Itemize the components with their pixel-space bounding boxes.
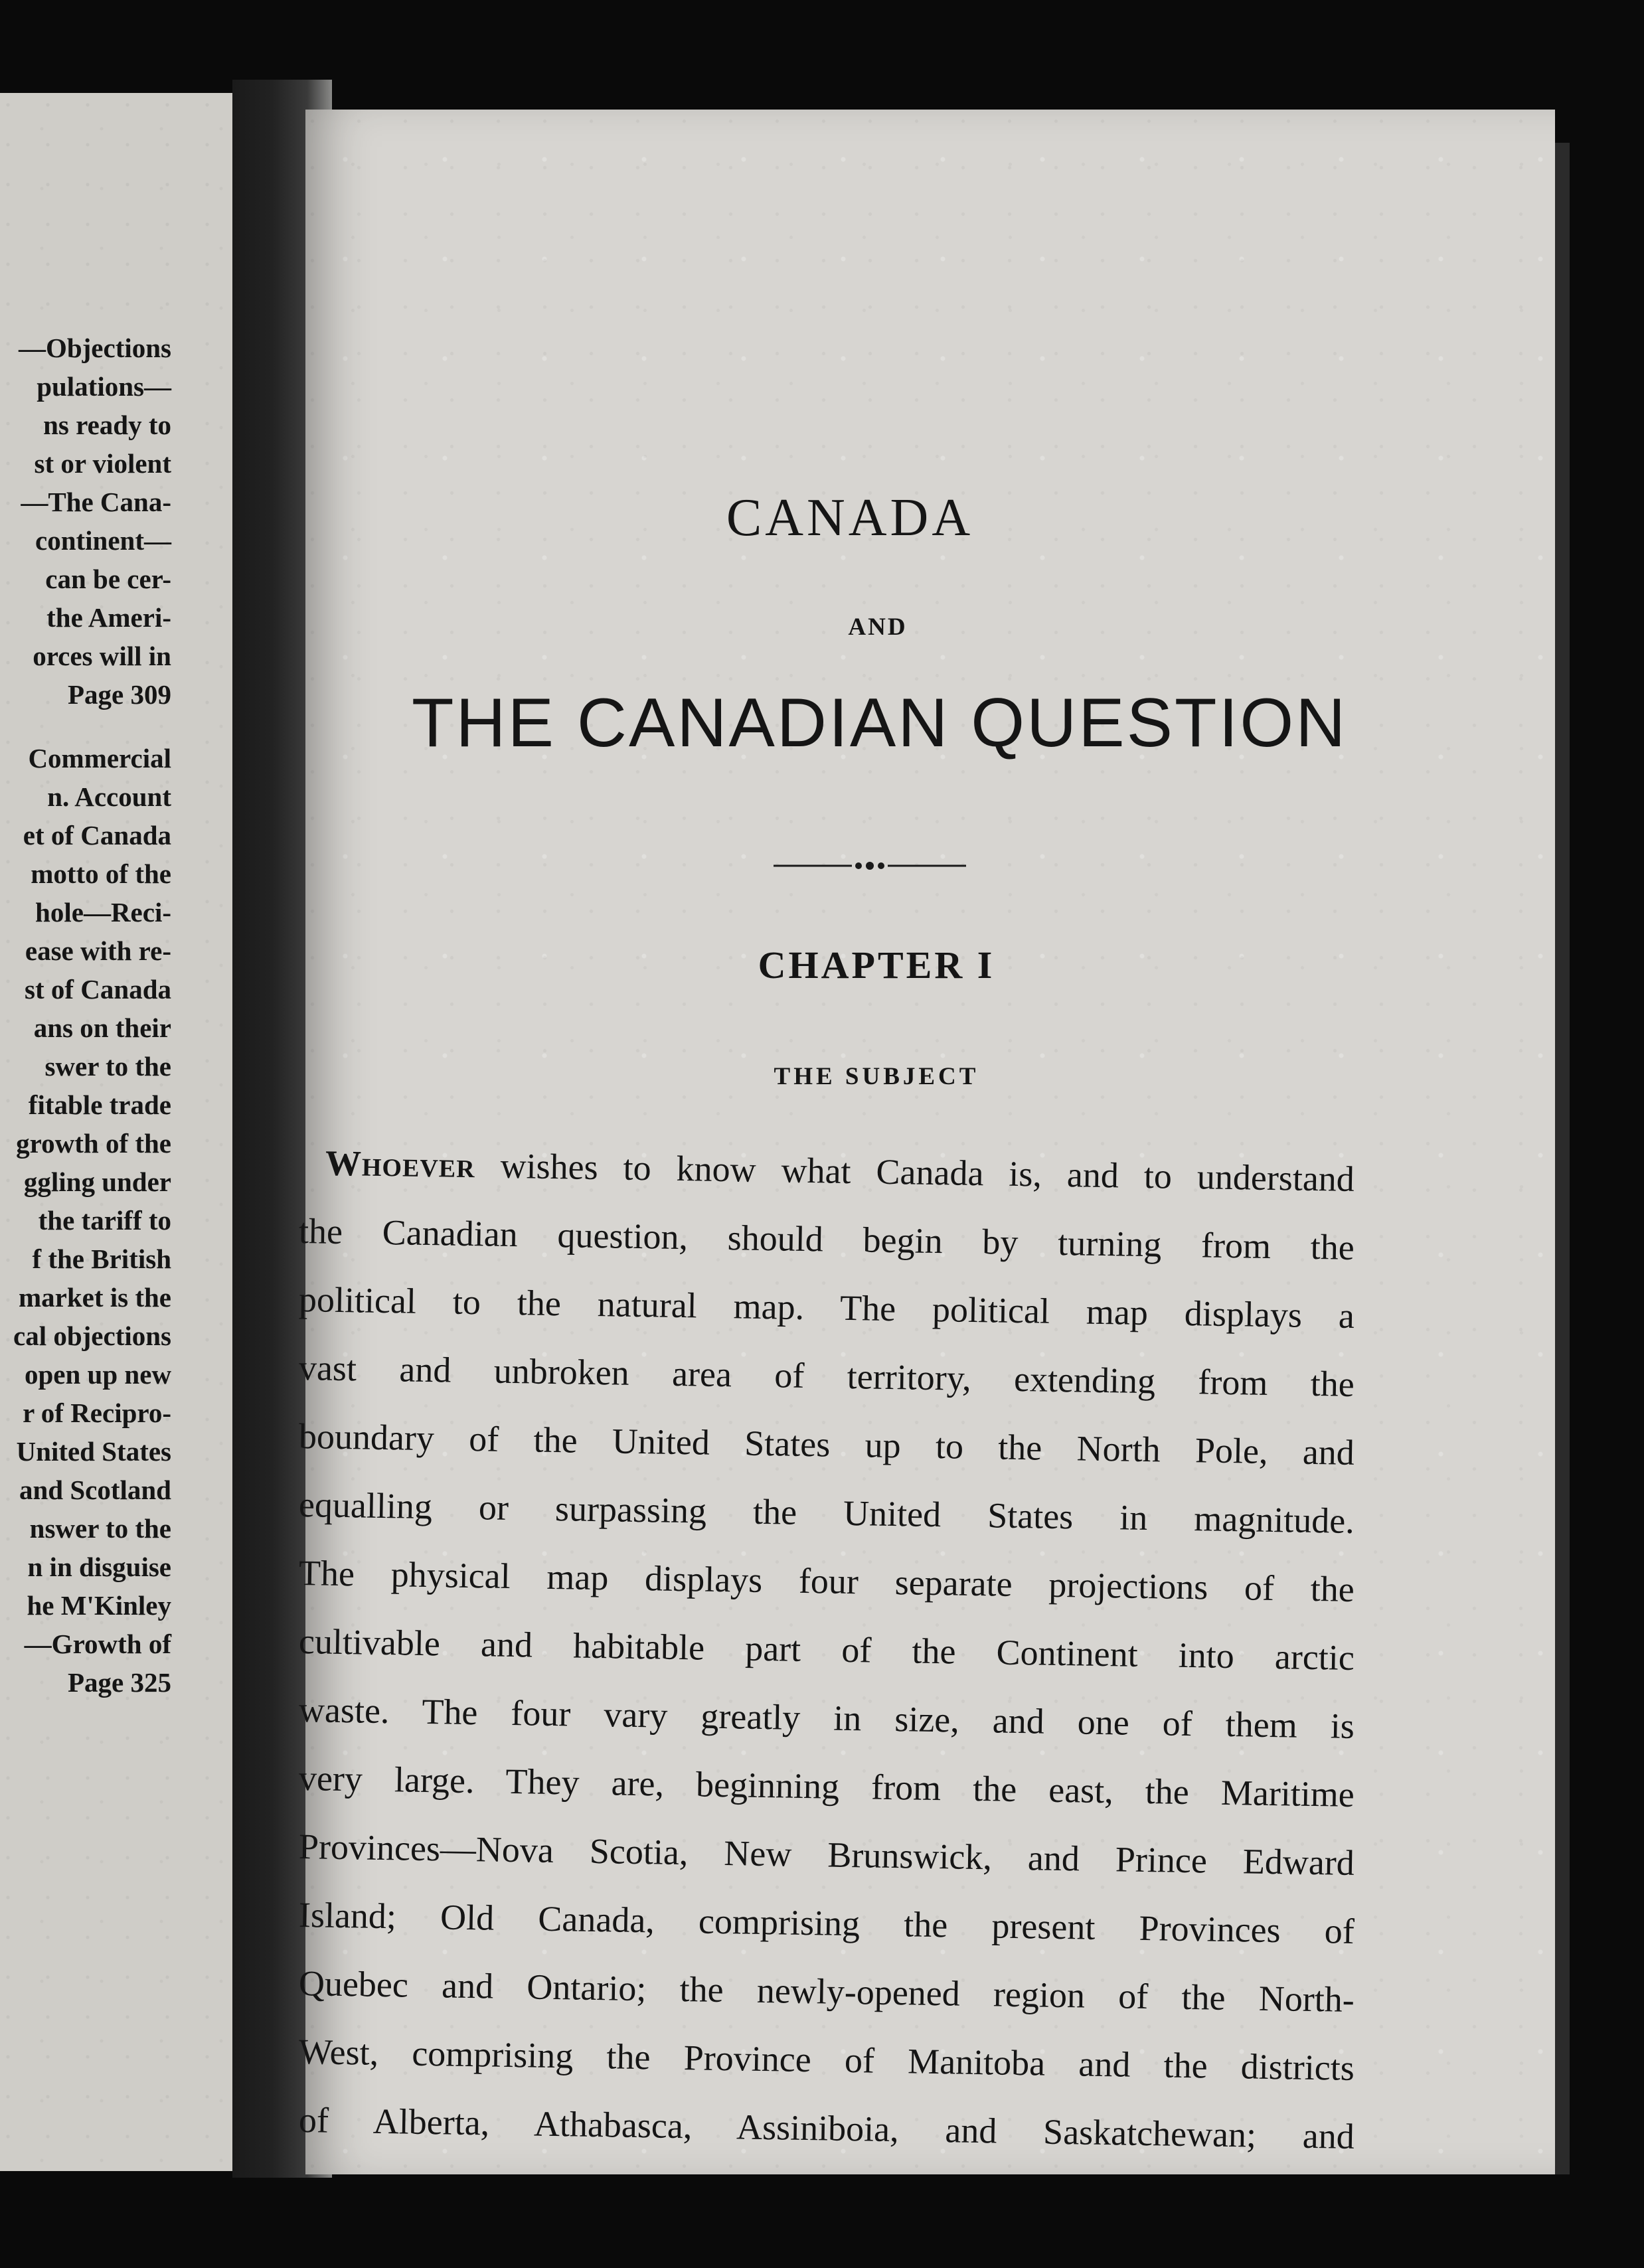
toc-line: st or violent <box>34 448 171 479</box>
toc-line: n. Account <box>47 781 171 812</box>
toc-line: —Growth of <box>24 1629 171 1659</box>
toc-line: swer to the <box>44 1051 171 1082</box>
toc-line: —The Cana- <box>21 487 171 517</box>
toc-line: fitable trade <box>28 1090 171 1120</box>
toc-line: nswer to the <box>29 1513 171 1544</box>
toc-line: st of Canada <box>25 974 171 1005</box>
text-line: of Alberta, Athabasca, Assiniboia, and Saskatchewan; and <box>298 2100 1355 2156</box>
lead-word: Whoever <box>325 1143 476 1186</box>
toc-line: the Ameri- <box>46 602 171 633</box>
text-line: The physical map displays four separate projections of the <box>298 1553 1355 1609</box>
text-line: Island; Old Canada, comprising the present Provinces of <box>298 1895 1355 1951</box>
text-line: very large. They are, beginning from the east, the Maritime <box>298 1758 1355 1815</box>
text-line: the Canadian question, should begin by turning from the <box>298 1211 1355 1267</box>
text-line: boundary of the United States up to the North Pole, and <box>298 1416 1355 1473</box>
toc-page-ref: Page 309 <box>68 679 171 710</box>
text-line: vast and unbroken area of territory, extending from the <box>298 1348 1355 1404</box>
text-line: cultivable and habitable part of the Continent into arctic <box>298 1621 1355 1678</box>
text-line: Quebec and Ontario; the newly-opened region of the North- <box>298 1963 1355 2020</box>
toc-line: he M'Kinley <box>27 1590 171 1621</box>
toc-line: ease with re- <box>25 935 171 966</box>
toc-line: ggling under <box>23 1167 171 1197</box>
toc-line: continent— <box>35 525 171 556</box>
toc-line: ns ready to <box>43 410 171 440</box>
title-conjunction: AND <box>848 613 908 641</box>
toc-line: United States <box>16 1436 171 1467</box>
toc-line: f the British <box>32 1244 171 1274</box>
chapter-subtitle: THE SUBJECT <box>774 1063 979 1090</box>
text-line: West, comprising the Province of Manitoba and the districts <box>298 2032 1355 2088</box>
page-edge-shadow <box>1555 143 1570 2174</box>
text-line: Provinces—Nova Scotia, New Brunswick, and Prince Edward <box>298 1826 1355 1883</box>
previous-page-fragment <box>0 93 232 2171</box>
toc-line: r of Recipro- <box>23 1398 171 1428</box>
text-line: political to the natural map. The political map displays a <box>298 1279 1355 1336</box>
toc-line: and Scotland <box>19 1475 171 1505</box>
first-line-text: wishes to know what Canada is, and to understand <box>475 1145 1355 1199</box>
toc-line: market is the <box>18 1282 171 1313</box>
toc-line: open up new <box>24 1359 171 1390</box>
text-line: waste. The four vary greatly in size, and one of them is <box>298 1690 1355 1746</box>
body-paragraph <box>299 1129 1355 2154</box>
toc-line: orces will in <box>33 641 171 671</box>
toc-line: —Objections <box>18 333 171 363</box>
toc-line: the tariff to <box>38 1205 171 1236</box>
toc-spacer <box>13 714 171 739</box>
chapter-heading: CHAPTER I <box>758 943 995 987</box>
toc-line: n in disguise <box>27 1552 171 1582</box>
toc-line: Commercial <box>28 743 171 773</box>
toc-line: pulations— <box>37 371 171 402</box>
toc-line: cal objections <box>13 1321 171 1351</box>
toc-line: growth of the <box>16 1128 171 1159</box>
toc-line: et of Canada <box>23 820 171 850</box>
book-title: THE CANADIAN QUESTION <box>412 685 1348 762</box>
text-line: equalling or surpassing the United States in magnitude. <box>298 1485 1355 1541</box>
title-canada: CANADA <box>726 489 974 547</box>
table-of-contents-fragment <box>13 329 171 1702</box>
toc-line: ans on their <box>33 1012 171 1043</box>
toc-line: motto of the <box>31 858 171 889</box>
toc-line: hole—Reci- <box>35 897 171 928</box>
toc-page-ref: Page 325 <box>68 1667 171 1698</box>
toc-line: can be cer- <box>45 564 171 594</box>
ornament-rule-icon <box>774 860 966 871</box>
